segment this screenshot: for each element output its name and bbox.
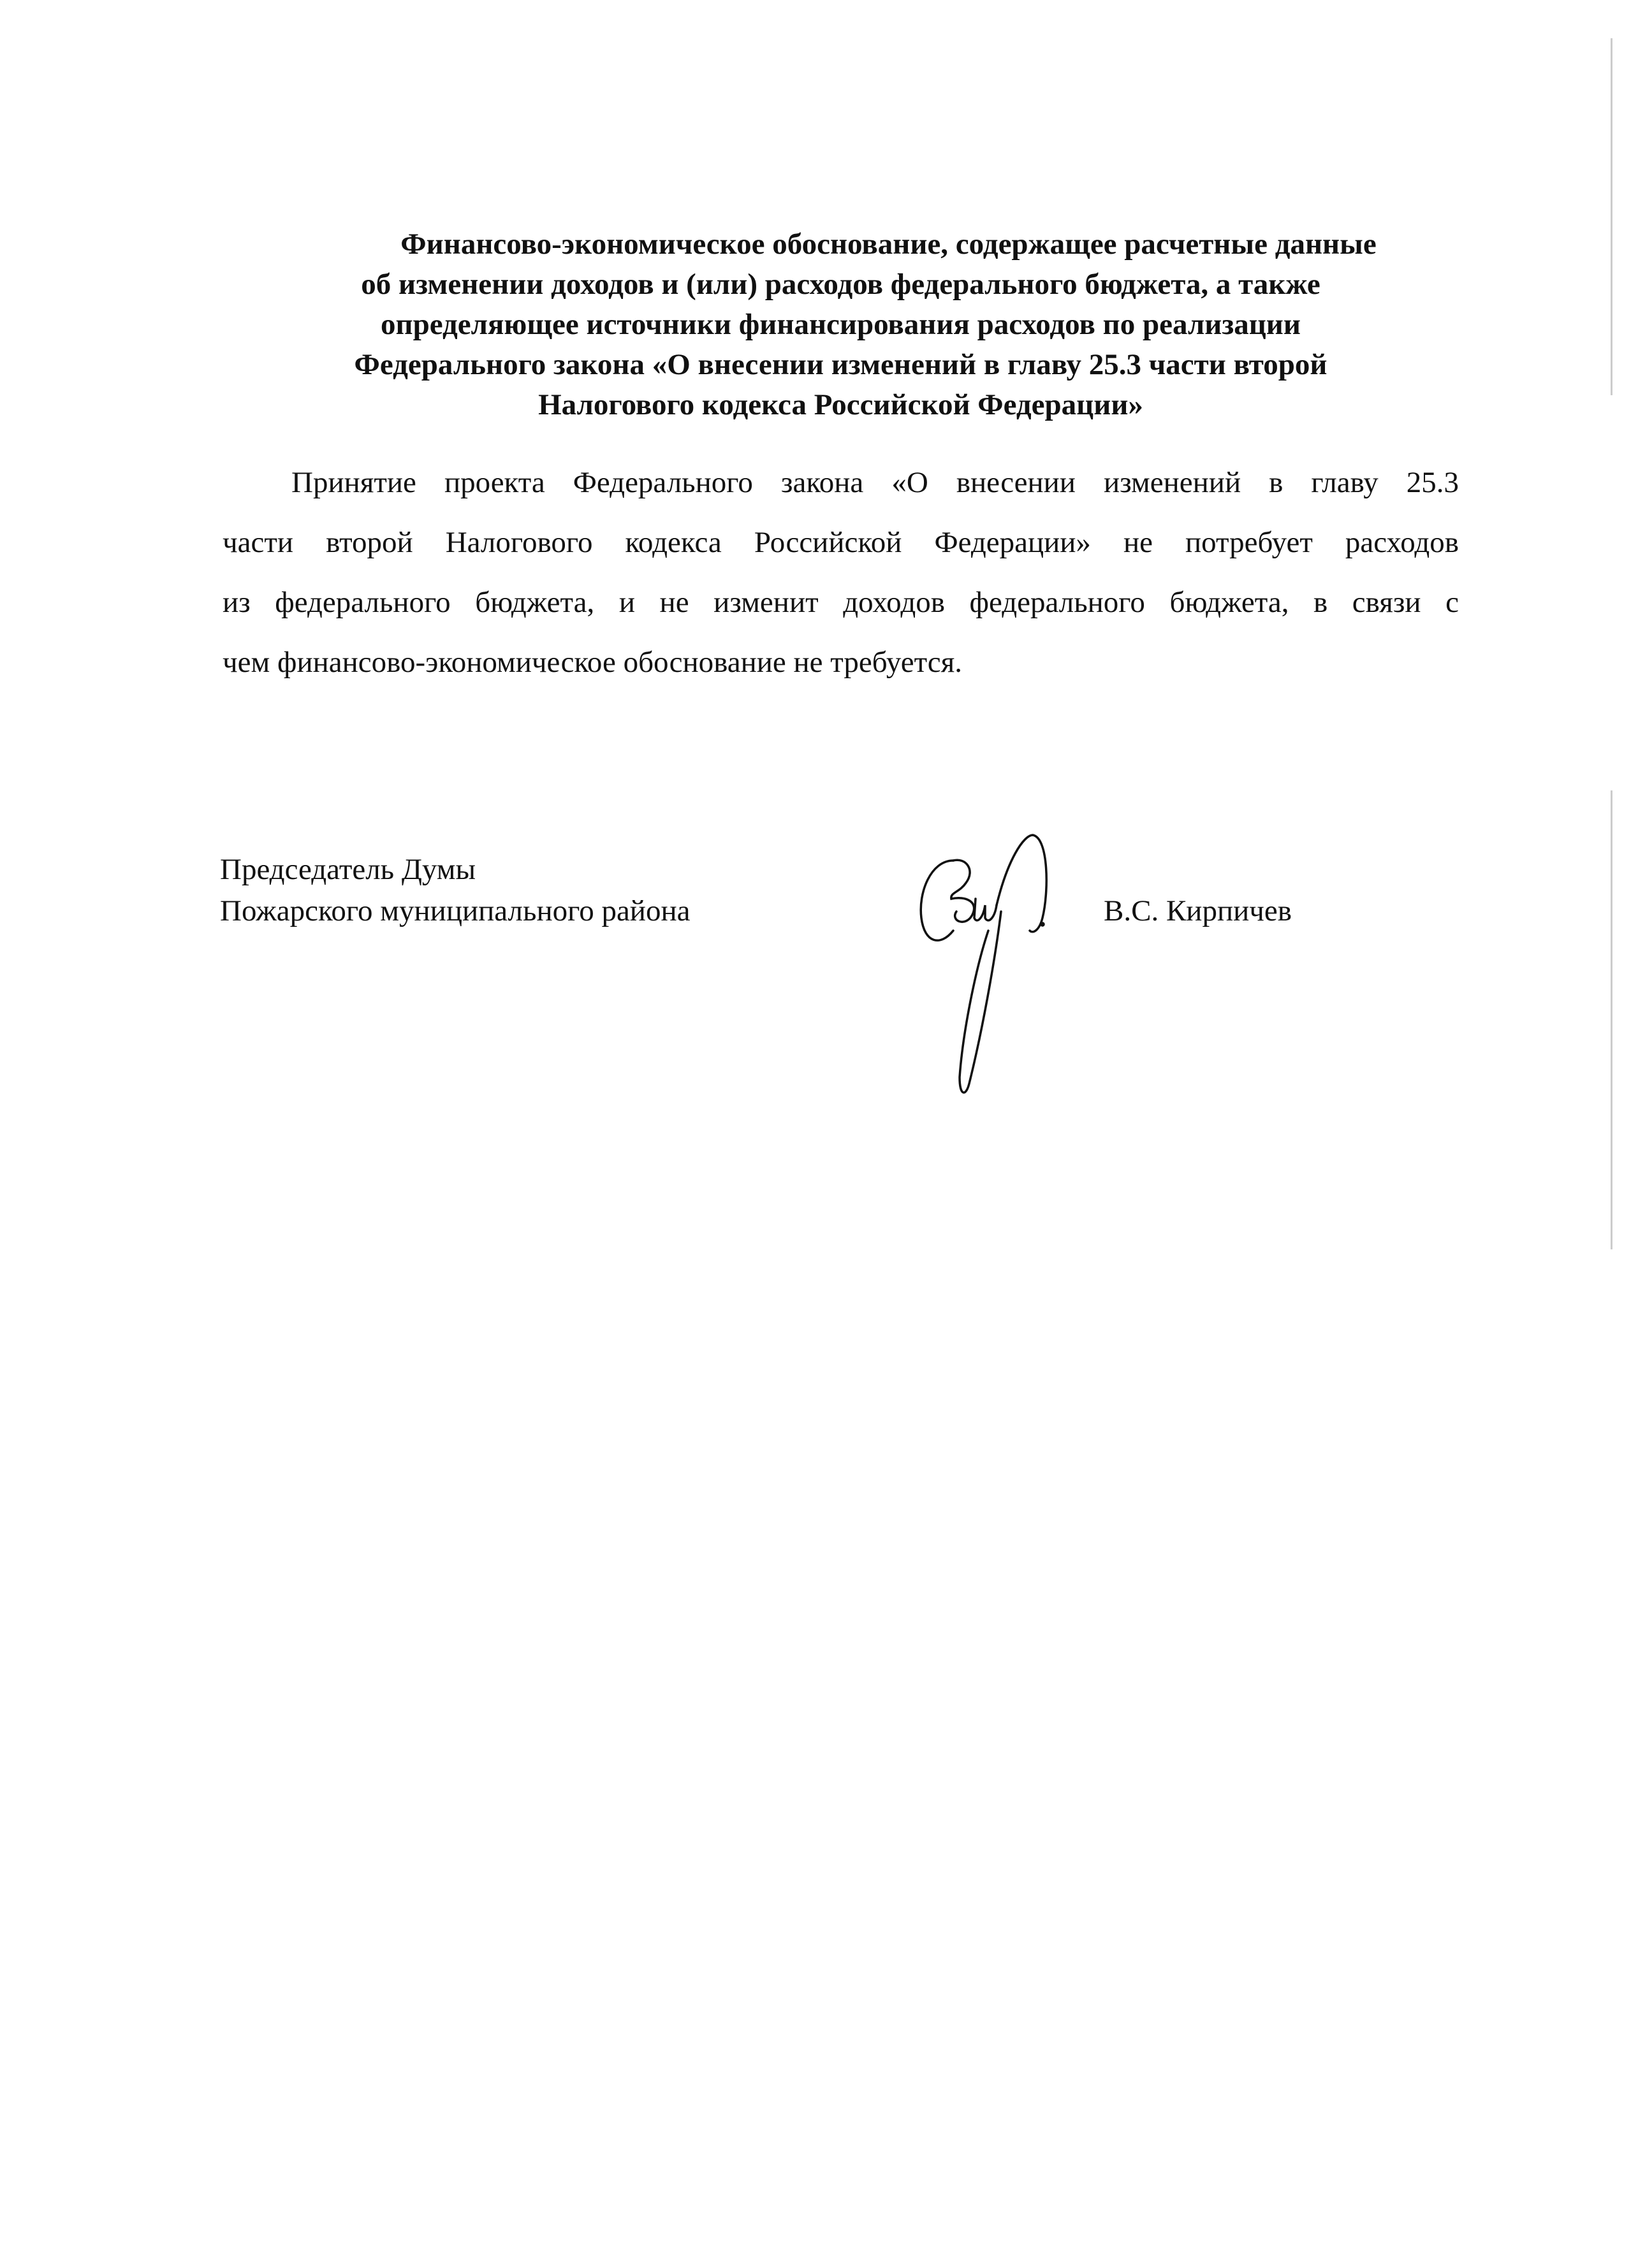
body-line: части второй Налогового кодекса Российской Федерации» не потребует расходов (223, 526, 1459, 559)
title-line: Федерального закона «О внесении изменений в главу 25.3 части второй (354, 348, 1327, 381)
body-line: Принятие проекта Федерального закона «О внесении изменений в главу 25.3 (291, 466, 1459, 499)
body-paragraph (223, 453, 1459, 692)
signatory-name: В.С. Кирпичев (1104, 894, 1292, 927)
document-title (223, 224, 1459, 425)
signatory-position (220, 849, 690, 932)
position-line: Председатель Думы (220, 853, 476, 886)
title-line: определяющее источники финансирования расходов по реализации (381, 308, 1301, 341)
position-line: Пожарского муниципального района (220, 894, 691, 927)
title-line: Финансово-экономическое обоснование, содержащее расчетные данные (400, 228, 1377, 261)
title-line: об изменении доходов и (или) расходов федерального бюджета, а также (361, 268, 1320, 301)
scan-edge-mark (1611, 38, 1612, 395)
body-line: чем финансово-экономическое обоснование не требуется. (223, 646, 962, 679)
body-line: из федерального бюджета, и не изменит доходов федерального бюджета, в связи с (223, 586, 1459, 619)
handwritten-signature (905, 822, 1109, 1103)
title-line: Налогового кодекса Российской Федерации» (538, 388, 1143, 421)
scan-edge-mark (1611, 790, 1612, 1249)
